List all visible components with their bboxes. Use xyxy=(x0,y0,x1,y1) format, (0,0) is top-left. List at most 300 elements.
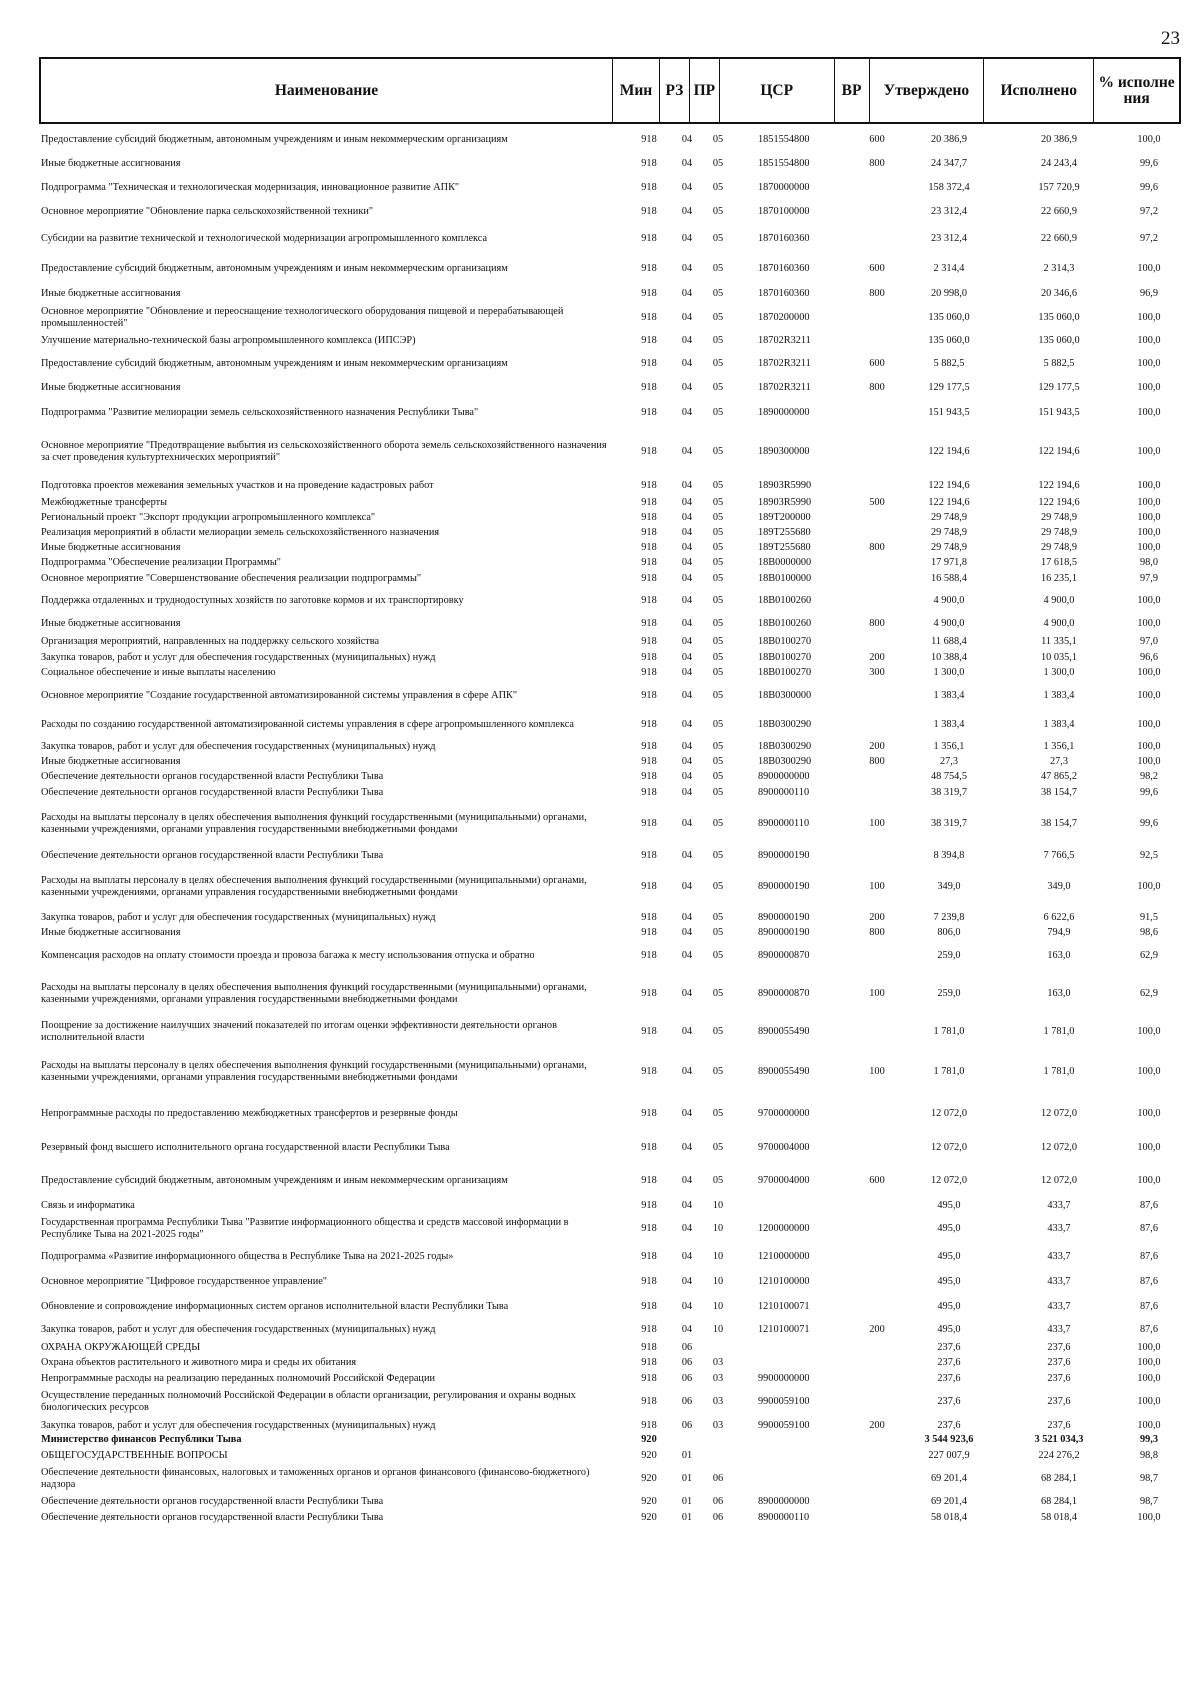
cell-rz: 04 xyxy=(681,263,693,274)
cell-pct: 98,7 xyxy=(1139,1473,1159,1484)
cell-vr: 600 xyxy=(869,1175,885,1186)
cell-is: 20 346,6 xyxy=(1040,288,1078,299)
cell-pct: 100,0 xyxy=(1137,718,1161,730)
cell-min: 918 xyxy=(641,1357,657,1368)
table-row xyxy=(39,941,1181,971)
table-row xyxy=(39,1433,1181,1447)
cell-ut: 1 781,0 xyxy=(933,1026,965,1037)
cell-is: 7 766,5 xyxy=(1043,849,1075,861)
cell-pct: 100,0 xyxy=(1137,1396,1161,1407)
cell-name: Иные бюджетные ассигнования xyxy=(41,618,181,629)
cell-vr: 100 xyxy=(869,988,885,999)
cell-ut: 38 319,7 xyxy=(930,818,968,829)
cell-rz: 06 xyxy=(681,1419,693,1431)
cell-pr: 05 xyxy=(712,335,724,346)
cell-min: 918 xyxy=(641,480,657,491)
cell-rz: 04 xyxy=(681,1142,693,1153)
cell-name: Расходы на выплаты персоналу в целях обеспечения выполнения функций государственными (муниципальными) органами, казенными учреждениями, органами управления государственными внебюджетными фондами xyxy=(41,1060,587,1083)
cell-is: 1 383,4 xyxy=(1043,689,1075,701)
cell-ut: 5 882,5 xyxy=(933,358,965,369)
cell-is: 122 194,6 xyxy=(1038,496,1080,508)
cell-rz: 04 xyxy=(681,288,693,299)
cell-csr: 8900000110 xyxy=(758,818,810,829)
cell-vr: 200 xyxy=(869,911,885,923)
table-row xyxy=(39,1197,1181,1215)
cell-is: 29 748,9 xyxy=(1040,511,1078,523)
cell-pr: 05 xyxy=(712,496,724,508)
cell-name: Предоставление субсидий бюджетным, автономным учреждениям и иным некоммерческим организациям xyxy=(41,134,508,145)
cell-pr: 05 xyxy=(712,288,724,299)
cell-is: 38 154,7 xyxy=(1040,818,1078,829)
cell-name: Связь и информатика xyxy=(41,1200,135,1211)
cell-pct: 87,6 xyxy=(1139,1301,1159,1312)
cell-pct: 99,6 xyxy=(1139,182,1159,193)
cell-vr: 300 xyxy=(869,667,885,678)
cell-is: 20 386,9 xyxy=(1040,134,1078,145)
table-row xyxy=(39,510,1181,525)
cell-pr: 05 xyxy=(712,556,724,568)
cell-name: Компенсация расходов на оплату стоимости проезда и провоза багажа к месту использования отпуска и обратно xyxy=(41,950,535,961)
cell-min: 918 xyxy=(641,446,657,457)
cell-is: 22 660,9 xyxy=(1040,206,1078,217)
cell-rz: 04 xyxy=(681,988,693,999)
cell-pct: 98,2 xyxy=(1139,771,1159,782)
cell-name: Подпрограмма "Обеспечение реализации Программы" xyxy=(41,556,281,568)
cell-csr: 18702R3211 xyxy=(758,358,811,369)
cell-name: Улучшение материально-технической базы агропромышленного комплекса (ИПСЭР) xyxy=(41,335,416,346)
table-row xyxy=(39,864,1181,910)
cell-ut: 58 018,4 xyxy=(930,1512,968,1523)
cell-is: 12 072,0 xyxy=(1040,1108,1078,1119)
cell-pct: 100,0 xyxy=(1137,358,1161,369)
cell-min: 918 xyxy=(641,407,657,418)
cell-name: Организация мероприятий, направленных на поддержку сельского хозяйства xyxy=(41,636,380,647)
header-approved: Утверждено xyxy=(869,59,984,122)
cell-pr: 05 xyxy=(712,480,724,491)
table-row xyxy=(39,540,1181,555)
cell-name: Министерство финансов Республики Тыва xyxy=(41,1434,242,1445)
cell-pct: 100,0 xyxy=(1137,881,1161,892)
cell-pr: 05 xyxy=(712,718,724,730)
cell-rz: 06 xyxy=(681,1341,693,1353)
cell-csr: 1890300000 xyxy=(758,446,810,457)
cell-pct: 100,0 xyxy=(1137,689,1161,701)
cell-pr: 05 xyxy=(712,881,724,892)
cell-rz: 04 xyxy=(681,1223,693,1234)
cell-pr: 05 xyxy=(712,651,724,663)
cell-name: Иные бюджетные ассигнования xyxy=(41,158,181,169)
cell-name: Обеспечение деятельности финансовых, налоговых и таможенных органов и органов финансового (финансово-бюджетного) надзора xyxy=(41,1467,590,1490)
table-header xyxy=(39,57,1181,124)
cell-name: Социальное обеспечение и иные выплаты населению xyxy=(41,667,276,678)
cell-is: 5 882,5 xyxy=(1043,358,1075,369)
table-row xyxy=(39,587,1181,614)
cell-min: 920 xyxy=(641,1473,657,1484)
cell-name: Обеспечение деятельности органов государственной власти Республики Тыва xyxy=(41,1496,384,1507)
table-row xyxy=(39,1510,1181,1526)
cell-ut: 20 386,9 xyxy=(930,134,968,145)
table-row xyxy=(39,128,1181,152)
cell-pct: 100,0 xyxy=(1137,1341,1161,1353)
cell-name: Закупка товаров, работ и услуг для обеспечения государственных (муниципальных) нужд xyxy=(41,651,436,663)
cell-name: Предоставление субсидий бюджетным, автономным учреждениям и иным некоммерческим организациям xyxy=(41,1175,508,1186)
cell-ut: 1 383,4 xyxy=(933,718,965,730)
cell-ut: 4 900,0 xyxy=(933,618,965,629)
cell-vr: 800 xyxy=(869,755,885,767)
cell-rz: 04 xyxy=(681,689,693,701)
cell-pr: 05 xyxy=(712,911,724,923)
cell-pr: 05 xyxy=(712,618,724,629)
cell-rz: 04 xyxy=(681,233,693,244)
cell-rz: 01 xyxy=(681,1512,693,1523)
cell-rz: 04 xyxy=(681,446,693,457)
table-row xyxy=(39,1340,1181,1355)
cell-rz: 04 xyxy=(681,636,693,647)
cell-pr: 10 xyxy=(712,1324,724,1335)
cell-ut: 2 314,4 xyxy=(933,263,965,274)
cell-pr: 03 xyxy=(712,1396,724,1407)
cell-name: Обновление и сопровождение информационных систем органов исполнительной власти Республики Тыва xyxy=(41,1301,509,1312)
cell-name: Резервный фонд высшего исполнительного органа государственной власти Республики Тыва xyxy=(41,1142,450,1153)
cell-csr: 1851554800 xyxy=(758,134,810,145)
cell-name: Расходы на выплаты персоналу в целях обеспечения выполнения функций государственными (муниципальными) органами, казенными учреждениями, органами управления государственными внебюджетными фондами xyxy=(41,812,587,835)
cell-min: 918 xyxy=(641,1200,657,1211)
cell-is: 24 243,4 xyxy=(1040,158,1078,169)
cell-name: Закупка товаров, работ и услуг для обеспечения государственных (муниципальных) нужд xyxy=(41,1324,436,1335)
cell-min: 918 xyxy=(641,511,657,523)
cell-pct: 100,0 xyxy=(1137,1108,1161,1119)
cell-csr: 18B0100270 xyxy=(758,636,812,647)
cell-name: Поддержка отдаленных и труднодоступных хозяйств по заготовке кормов и их транспортировку xyxy=(41,594,464,606)
cell-min: 918 xyxy=(641,572,657,584)
cell-rz: 04 xyxy=(681,358,693,369)
table-row xyxy=(39,1270,1181,1294)
cell-is: 135 060,0 xyxy=(1038,335,1080,346)
cell-csr: 1870160360 xyxy=(758,263,810,274)
cell-rz: 04 xyxy=(681,818,693,829)
cell-is: 794,9 xyxy=(1047,927,1071,938)
table-row xyxy=(39,801,1181,847)
cell-is: 433,7 xyxy=(1047,1250,1071,1262)
cell-min: 918 xyxy=(641,288,657,299)
cell-pct: 100,0 xyxy=(1137,335,1161,346)
cell-rz: 04 xyxy=(681,1324,693,1335)
cell-pr: 10 xyxy=(712,1200,724,1211)
cell-min: 918 xyxy=(641,771,657,782)
cell-min: 918 xyxy=(641,1142,657,1153)
cell-rz: 04 xyxy=(681,594,693,606)
cell-is: 12 072,0 xyxy=(1040,1142,1078,1153)
cell-pct: 100,0 xyxy=(1137,1026,1161,1037)
table-row xyxy=(39,200,1181,224)
cell-pct: 100,0 xyxy=(1137,667,1161,678)
cell-is: 157 720,9 xyxy=(1038,182,1080,193)
cell-name: Предоставление субсидий бюджетным, автономным учреждениям и иным некоммерческим организациям xyxy=(41,263,508,274)
cell-is: 1 356,1 xyxy=(1043,740,1075,752)
cell-name: Обеспечение деятельности органов государственной власти Республики Тыва xyxy=(41,787,384,798)
cell-vr: 200 xyxy=(869,651,885,663)
cell-pct: 87,6 xyxy=(1139,1324,1159,1335)
cell-pct: 100,0 xyxy=(1137,382,1161,393)
cell-is: 1 300,0 xyxy=(1043,667,1075,678)
cell-name: Подпрограмма "Развитие мелиорации земель сельскохозяйственного назначения Республики Тыва" xyxy=(41,407,479,418)
cell-pr: 05 xyxy=(712,1066,724,1077)
cell-is: 122 194,6 xyxy=(1038,446,1080,457)
cell-is: 122 194,6 xyxy=(1038,480,1080,491)
cell-ut: 48 754,5 xyxy=(930,771,968,782)
cell-min: 918 xyxy=(641,718,657,730)
cell-csr: 8900055490 xyxy=(758,1066,810,1077)
cell-rz: 04 xyxy=(681,1250,693,1262)
cell-pr: 05 xyxy=(712,755,724,767)
cell-pr: 05 xyxy=(712,182,724,193)
cell-min: 918 xyxy=(641,335,657,346)
cell-ut: 237,6 xyxy=(937,1419,961,1431)
cell-pct: 98,8 xyxy=(1139,1449,1159,1461)
cell-ut: 12 072,0 xyxy=(930,1108,968,1119)
cell-csr: 18B0000000 xyxy=(758,556,812,568)
cell-min: 918 xyxy=(641,594,657,606)
cell-vr: 800 xyxy=(869,288,885,299)
table-row xyxy=(39,427,1181,477)
cell-rz: 04 xyxy=(681,511,693,523)
cell-csr: 9700004000 xyxy=(758,1142,810,1153)
cell-min: 920 xyxy=(641,1512,657,1523)
cell-name: Региональный проект "Экспорт продукции агропромышленного комплекса" xyxy=(41,511,376,523)
table-row xyxy=(39,1294,1181,1320)
cell-name: Иные бюджетные ассигнования xyxy=(41,382,181,393)
cell-name: ОХРАНА ОКРУЖАЮЩЕЙ СРЕДЫ xyxy=(41,1341,201,1353)
table-row xyxy=(39,570,1181,587)
cell-name: Иные бюджетные ассигнования xyxy=(41,288,181,299)
cell-ut: 4 900,0 xyxy=(933,594,965,606)
cell-pct: 100,0 xyxy=(1137,618,1161,629)
cell-pr: 05 xyxy=(712,134,724,145)
cell-is: 135 060,0 xyxy=(1038,311,1080,323)
cell-vr: 800 xyxy=(869,158,885,169)
table-row xyxy=(39,1494,1181,1510)
cell-csr: 1851554800 xyxy=(758,158,810,169)
cell-name: Государственная программа Республики Тыва "Развитие информационного общества и средств массовой информации в Республике Тыва на 2021-2025 годы" xyxy=(41,1217,569,1240)
table-row xyxy=(39,785,1181,801)
cell-csr: 18B0100270 xyxy=(758,651,812,663)
cell-pr: 05 xyxy=(712,358,724,369)
cell-pr: 05 xyxy=(712,158,724,169)
cell-pr: 05 xyxy=(712,382,724,393)
cell-csr: 189T200000 xyxy=(758,511,811,523)
cell-rz: 04 xyxy=(681,206,693,217)
cell-name: Закупка товаров, работ и услуг для обеспечения государственных (муниципальных) нужд xyxy=(41,740,436,752)
cell-is: 38 154,7 xyxy=(1040,787,1078,798)
table-row xyxy=(39,754,1181,769)
cell-pr: 05 xyxy=(712,206,724,217)
cell-csr: 18B0300290 xyxy=(758,718,812,730)
table-row xyxy=(39,1243,1181,1270)
cell-pct: 87,6 xyxy=(1139,1200,1159,1211)
cell-pct: 100,0 xyxy=(1137,1512,1161,1523)
table-row xyxy=(39,665,1181,681)
cell-name: Иные бюджетные ассигнования xyxy=(41,927,181,938)
page-number: 23 xyxy=(1161,28,1180,49)
cell-ut: 495,0 xyxy=(937,1223,961,1234)
cell-is: 4 900,0 xyxy=(1043,594,1075,606)
cell-rz: 01 xyxy=(681,1449,693,1461)
cell-name: Закупка товаров, работ и услуг для обеспечения государственных (муниципальных) нужд xyxy=(41,911,436,923)
cell-csr: 1870160360 xyxy=(758,233,810,244)
cell-name: Расходы по созданию государственной автоматизированной системы управления в сфере агропромышленного комплекса xyxy=(41,718,574,730)
cell-ut: 129 177,5 xyxy=(928,382,970,393)
cell-ut: 122 194,6 xyxy=(928,446,970,457)
cell-pct: 99,6 xyxy=(1139,818,1159,829)
cell-csr: 8900000190 xyxy=(758,927,810,938)
cell-pct: 87,6 xyxy=(1139,1250,1159,1262)
cell-is: 163,0 xyxy=(1047,988,1071,999)
cell-min: 918 xyxy=(641,849,657,861)
cell-min: 918 xyxy=(641,618,657,629)
cell-is: 17 618,5 xyxy=(1040,556,1078,568)
cell-rz: 04 xyxy=(681,496,693,508)
cell-csr: 9900059100 xyxy=(758,1419,810,1431)
cell-is: 433,7 xyxy=(1047,1200,1071,1211)
cell-pct: 92,5 xyxy=(1139,849,1159,861)
cell-vr: 200 xyxy=(869,1324,885,1335)
cell-min: 918 xyxy=(641,1276,657,1287)
cell-ut: 11 688,4 xyxy=(931,636,967,647)
cell-min: 918 xyxy=(641,1419,657,1431)
table-row xyxy=(39,1418,1181,1433)
cell-ut: 122 194,6 xyxy=(928,480,970,491)
cell-min: 918 xyxy=(641,636,657,647)
cell-rz: 04 xyxy=(681,158,693,169)
cell-min: 918 xyxy=(641,1223,657,1234)
cell-min: 918 xyxy=(641,1066,657,1077)
cell-pct: 100,0 xyxy=(1137,446,1161,457)
table-row xyxy=(39,847,1181,864)
cell-csr: 1890000000 xyxy=(758,407,810,418)
cell-ut: 1 300,0 xyxy=(933,667,965,678)
cell-pct: 99,6 xyxy=(1139,787,1159,798)
cell-min: 918 xyxy=(641,1250,657,1262)
cell-name: Основное мероприятие "Создание государственной автоматизированной системы управления в сфере АПК" xyxy=(41,689,518,701)
cell-pct: 97,2 xyxy=(1139,233,1159,244)
cell-is: 433,7 xyxy=(1047,1324,1071,1335)
cell-min: 918 xyxy=(641,1396,657,1407)
cell-csr: 18B0300000 xyxy=(758,689,812,701)
cell-csr: 9900059100 xyxy=(758,1396,810,1407)
cell-min: 918 xyxy=(641,787,657,798)
cell-is: 1 781,0 xyxy=(1043,1026,1075,1037)
cell-ut: 158 372,4 xyxy=(928,182,970,193)
cell-csr: 8900000870 xyxy=(758,950,810,961)
cell-rz: 04 xyxy=(681,651,693,663)
cell-is: 58 018,4 xyxy=(1040,1512,1078,1523)
table-row xyxy=(39,1386,1181,1418)
cell-pr: 05 xyxy=(712,446,724,457)
cell-rz: 04 xyxy=(681,881,693,892)
cell-pct: 97,0 xyxy=(1139,636,1159,647)
cell-ut: 69 201,4 xyxy=(930,1496,968,1507)
cell-pct: 96,9 xyxy=(1139,288,1159,299)
cell-ut: 1 356,1 xyxy=(933,740,965,752)
cell-name: Закупка товаров, работ и услуг для обеспечения государственных (муниципальных) нужд xyxy=(41,1419,436,1431)
cell-csr: 1210100000 xyxy=(758,1276,810,1287)
cell-csr: 1210100071 xyxy=(758,1301,810,1312)
cell-csr: 189T255680 xyxy=(758,541,811,553)
cell-min: 918 xyxy=(641,233,657,244)
cell-ut: 495,0 xyxy=(937,1250,961,1262)
table-row xyxy=(39,555,1181,570)
cell-name: Осуществление переданных полномочий Российской Федерации в области организации, регулирования и охраны водных биологических ресурсов xyxy=(41,1390,576,1413)
cell-name: Основное мероприятие "Цифровое государственное управление" xyxy=(41,1276,327,1287)
cell-is: 27,3 xyxy=(1049,755,1069,767)
cell-is: 129 177,5 xyxy=(1038,382,1080,393)
cell-min: 918 xyxy=(641,1301,657,1312)
cell-name: Подпрограмма "Техническая и технологическая модернизация, инновационное развитие АПК" xyxy=(41,182,460,193)
cell-pct: 100,0 xyxy=(1137,311,1161,323)
cell-pr: 05 xyxy=(712,511,724,523)
table-row xyxy=(39,681,1181,710)
header-pr: ПР xyxy=(689,59,719,122)
cell-ut: 122 194,6 xyxy=(928,496,970,508)
table-row xyxy=(39,331,1181,351)
cell-min: 918 xyxy=(641,667,657,678)
cell-vr: 200 xyxy=(869,740,885,752)
cell-min: 918 xyxy=(641,1108,657,1119)
cell-pct: 87,6 xyxy=(1139,1223,1159,1234)
cell-rz: 04 xyxy=(681,771,693,782)
cell-ut: 237,6 xyxy=(937,1372,961,1384)
header-rz: РЗ xyxy=(659,59,689,122)
cell-ut: 1 383,4 xyxy=(933,689,965,701)
cell-name: Основное мероприятие "Обновление парка сельскохозяйственной техники" xyxy=(41,206,374,217)
cell-rz: 04 xyxy=(681,1175,693,1186)
cell-pr: 05 xyxy=(712,787,724,798)
cell-vr: 600 xyxy=(869,263,885,274)
cell-pr: 05 xyxy=(712,594,724,606)
cell-is: 16 235,1 xyxy=(1040,572,1078,584)
cell-min: 918 xyxy=(641,382,657,393)
cell-rz: 01 xyxy=(681,1473,693,1484)
cell-rz: 04 xyxy=(681,755,693,767)
cell-pct: 99,3 xyxy=(1139,1434,1159,1445)
cell-is: 6 622,6 xyxy=(1043,911,1075,923)
table-row xyxy=(39,304,1181,331)
header-percent: % исполне ния xyxy=(1093,59,1179,122)
cell-name: Основное мероприятие "Совершенствование обеспечения реализации подпрограммы" xyxy=(41,572,422,584)
cell-rz: 04 xyxy=(681,849,693,861)
table-row xyxy=(39,925,1181,941)
cell-vr: 800 xyxy=(869,382,885,393)
cell-ut: 135 060,0 xyxy=(928,311,970,323)
cell-ut: 69 201,4 xyxy=(930,1473,968,1484)
cell-pr: 05 xyxy=(712,771,724,782)
cell-ut: 38 319,7 xyxy=(930,787,968,798)
cell-pr: 05 xyxy=(712,541,724,553)
cell-min: 918 xyxy=(641,988,657,999)
cell-is: 237,6 xyxy=(1047,1396,1071,1407)
cell-rz: 01 xyxy=(681,1496,693,1507)
cell-csr: 18903R5990 xyxy=(758,480,812,491)
cell-is: 433,7 xyxy=(1047,1223,1071,1234)
cell-pct: 99,6 xyxy=(1139,158,1159,169)
table-row xyxy=(39,769,1181,785)
cell-is: 237,6 xyxy=(1047,1419,1071,1431)
cell-is: 237,6 xyxy=(1047,1372,1071,1384)
cell-pr: 05 xyxy=(712,950,724,961)
cell-min: 918 xyxy=(641,358,657,369)
cell-csr: 9900000000 xyxy=(758,1372,810,1384)
cell-vr: 100 xyxy=(869,881,885,892)
